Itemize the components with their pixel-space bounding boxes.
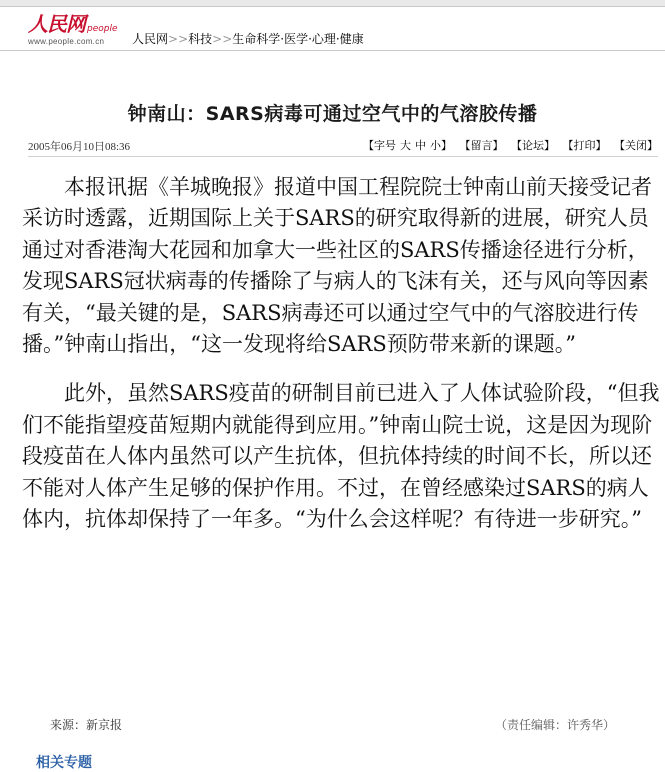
breadcrumb-item-home[interactable]: 人民网 xyxy=(132,32,169,46)
people-logo[interactable] xyxy=(28,14,122,50)
related-topics-heading[interactable]: 相关专题 xyxy=(36,755,92,771)
font-size-label: 【字号 xyxy=(363,139,396,152)
breadcrumb-separator: >> xyxy=(212,32,233,46)
responsible-editor: （责任编辑：许秀华） xyxy=(494,718,615,732)
article-meta xyxy=(28,136,658,157)
article-body xyxy=(22,172,662,553)
source-label: 来源： xyxy=(50,718,87,732)
close-link[interactable]: 【关闭】 xyxy=(614,139,658,152)
article-paragraph: 本报讯据《羊城晚报》报道中国工程院院士钟南山前天接受记者采访时透露，近期国际上关于SARS的研究取得新的进展，研究人员通过对香港淘大花园和加拿大一些社区的SARS传播途径进行分析，发现SARS冠状病毒的传播除了与病人的飞沫有关，还与风向等因素有关，“最关键的是，SARS病毒还可以通过空气中的气溶胶进行传播。”钟南山指出，“这一发现将给SARS预防带来新的课题。” xyxy=(22,175,652,357)
breadcrumb-item-life-science[interactable]: 生命科学·医学·心理·健康 xyxy=(232,32,364,46)
logo-url: www.people.com.cn xyxy=(28,37,105,46)
page-title: 钟南山：SARS病毒可通过空气中的气溶胶传播 xyxy=(127,102,538,125)
breadcrumb-separator: >> xyxy=(168,32,189,46)
comment-link[interactable]: 【留言】 xyxy=(459,139,504,152)
logo-brand-text: 人民网 xyxy=(28,12,85,36)
print-link[interactable]: 【打印】 xyxy=(562,139,607,152)
publish-date: 2005年06月10日08:36 xyxy=(28,141,131,153)
font-small-link[interactable]: 小】 xyxy=(430,139,452,152)
font-medium-link[interactable]: 中 xyxy=(415,139,426,152)
forum-link[interactable]: 【论坛】 xyxy=(511,139,555,152)
logo-brand-en: people xyxy=(87,24,118,34)
source-info xyxy=(50,716,122,733)
breadcrumb-item-tech[interactable]: 科技 xyxy=(188,32,213,46)
source-name: 新京报 xyxy=(86,718,123,732)
font-large-link[interactable]: 大 xyxy=(400,139,411,152)
article-tools xyxy=(363,137,658,153)
browser-top-edge xyxy=(0,0,665,7)
breadcrumb xyxy=(132,30,364,47)
site-header xyxy=(0,10,665,51)
article-paragraph: 此外，虽然SARS疫苗的研制目前已进入了人体试验阶段，“但我们不能指望疫苗短期内就能得到应用。”钟南山院士说，这是因为现阶段疫苗在人体内虽然可以产生抗体，但抗体持续的时间不长，所以还不能对人体产生足够的保护作用。不过，在曾经感染过SARS的病人体内，抗体却保持了一年多。“为什么会这样呢？有待进一步研究。” xyxy=(22,381,660,532)
